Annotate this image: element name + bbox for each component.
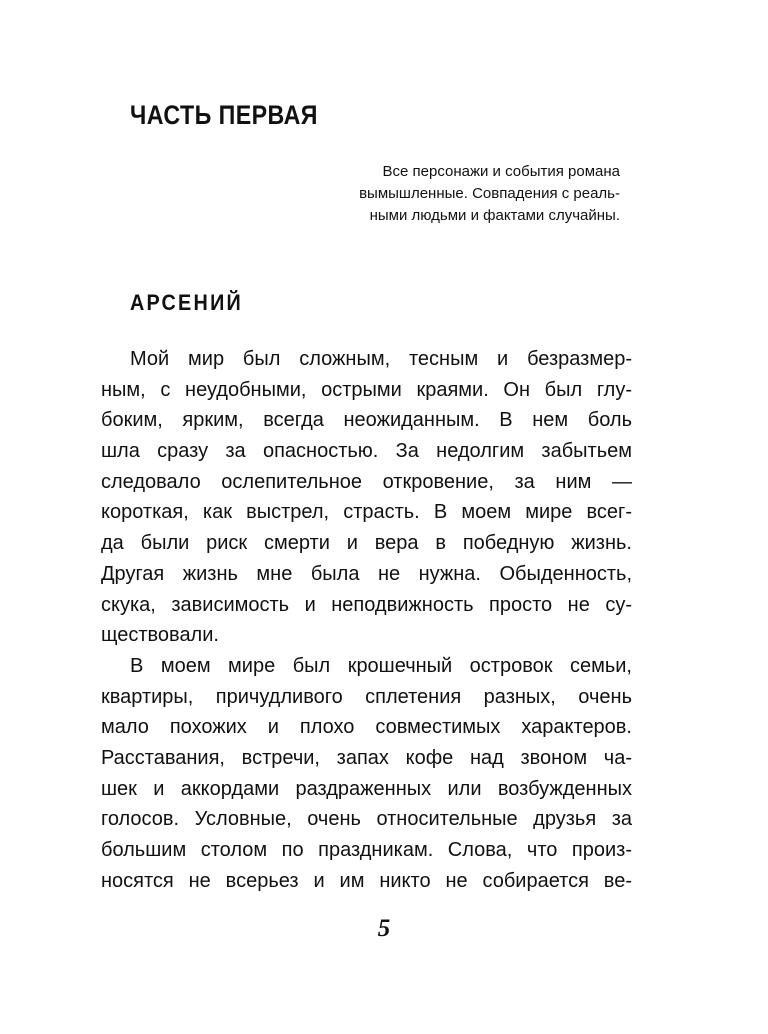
text-line: Расставания, встречи, запах кофе над звоном ча- bbox=[101, 746, 632, 769]
text-line: Мой мир был сложным, тесным и безразмер- bbox=[130, 348, 632, 370]
chapter-title: АРСЕНИЙ bbox=[130, 290, 244, 315]
text-line: шек и аккордами раздраженных или возбужденных bbox=[101, 777, 632, 800]
text-line: квартиры, причудливого сплетения разных, очень bbox=[101, 685, 632, 708]
text-line: скука, зависимость и неподвижность просто не су- bbox=[101, 593, 632, 616]
epigraph-line: вымышленные. Совпадения с реаль- bbox=[359, 185, 620, 202]
text-line: Другая жизнь мне была не нужна. Обыденность, bbox=[101, 562, 632, 585]
text-line: В моем мире был крошечный островок семьи, bbox=[130, 654, 632, 677]
text-line: носятся не всерьез и им никто не собирается ве- bbox=[101, 869, 632, 892]
text-line: большим столом по праздникам. Слова, что произ- bbox=[101, 839, 632, 861]
text-line: мало похожих и плохо совместимых характеров. bbox=[101, 716, 632, 739]
text-line: боким, ярким, всегда неожиданным. В нем боль bbox=[101, 409, 632, 432]
epigraph bbox=[320, 161, 620, 227]
text-line: ществовали. bbox=[101, 624, 219, 647]
text-line: следовало ослепительное откровение, за ним — bbox=[101, 470, 632, 493]
page-number: 5 bbox=[377, 915, 391, 942]
epigraph-line: ными людьми и фактами случайны. bbox=[369, 207, 620, 224]
paragraph bbox=[101, 344, 632, 651]
text-line: короткая, как выстрел, страсть. В моем мире всег- bbox=[101, 501, 632, 524]
part-title: ЧАСТЬ ПЕРВАЯ bbox=[130, 100, 318, 130]
paragraph bbox=[101, 651, 632, 897]
text-line: ным, с неудобными, острыми краями. Он был глу- bbox=[101, 378, 632, 401]
text-line: шла сразу за опасностью. За недолгим забытьем bbox=[101, 440, 632, 463]
body-text bbox=[101, 344, 632, 896]
text-line: голосов. Условные, очень относительные друзья за bbox=[101, 808, 632, 831]
text-line: да были риск смерти и вера в победную жизнь. bbox=[101, 532, 632, 555]
epigraph-line: Все персонажи и события романа bbox=[382, 163, 620, 180]
